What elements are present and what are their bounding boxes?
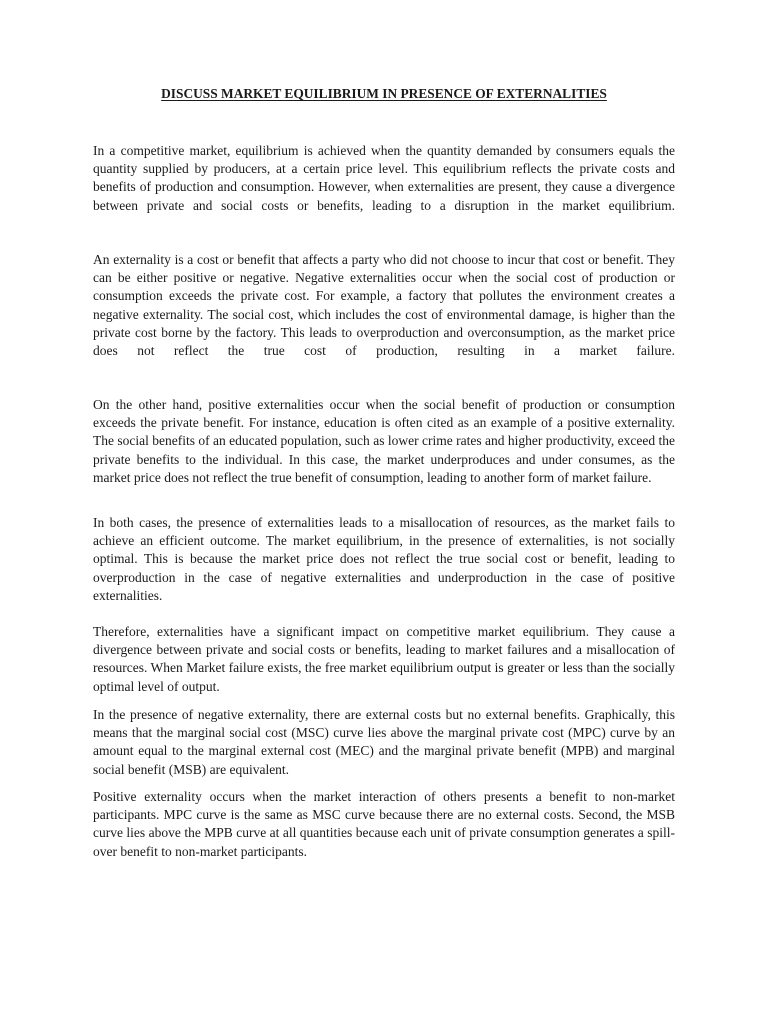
paragraph-negative-externality-graph: In the presence of negative externality, there are external costs but no external benefits. Graphically, this means that the marginal social cost (MSC) curve lies above the marginal private cost (MPC) curve by an amount equal to the marginal external cost (MEC) and the marginal private benefit (MPB) and marginal social benefit (MSB) are equivalent.: [93, 707, 675, 777]
paragraph-externality-definition: An externality is a cost or benefit that affects a party who did not choose to incur that cost or benefit. They can be either positive or negative. Negative externalities occur when the social cost of production or consumption exceeds the private cost. For example, a factory that pollutes the environment creates a negative externality. The social cost, which includes the cost of environmental damage, is higher than the private cost borne by the factory. This leads to overproduction and overconsumption, as the market price does not reflect the true cost of production, resulting in a market failure.: [93, 252, 675, 359]
paragraph-positive-externalities: On the other hand, positive externalities occur when the social benefit of production or consumption exceeds the private benefit. For instance, education is often cited as an example of a positive externality. The social benefits of an educated population, such as lower crime rates and higher productivity, exceed the private benefits to the individual. In this case, the market underproduces and under consumes, as the market price does not reflect the true benefit of consumption, leading to another form of market failure.: [93, 397, 675, 485]
paragraph-misallocation: In both cases, the presence of externalities leads to a misallocation of resources, as the market fails to achieve an efficient outcome. The market equilibrium, in the presence of externalities, is not socially optimal. This is because the market price does not reflect the true social cost or benefit, leading to overproduction in the case of negative externalities and underproduction in the case of positive externalities.: [93, 515, 675, 603]
paragraph-intro: In a competitive market, equilibrium is achieved when the quantity demanded by consumers equals the quantity supplied by producers, at a certain price level. This equilibrium reflects the private costs and benefits of production and consumption. However, when externalities are present, they cause a divergence between private and social costs or benefits, leading to a disruption in the market equilibrium.: [93, 143, 675, 213]
paragraph-conclusion: Therefore, externalities have a significant impact on competitive market equilibrium. They cause a divergence between private and social costs or benefits, leading to market failures and a misallocation of resources. When Market failure exists, the free market equilibrium output is greater or less than the socially optimal level of output.: [93, 624, 675, 694]
document-title: DISCUSS MARKET EQUILIBRIUM IN PRESENCE OF EXTERNALITIES: [161, 86, 607, 101]
paragraph-positive-externality-graph: Positive externality occurs when the market interaction of others presents a benefit to non-market participants. MPC curve is the same as MSC curve because there are no external costs. Second, the MSB curve lies above the MPB curve at all quantities because each unit of private consumption generates a spill-over benefit to non-market participants.: [93, 789, 675, 859]
